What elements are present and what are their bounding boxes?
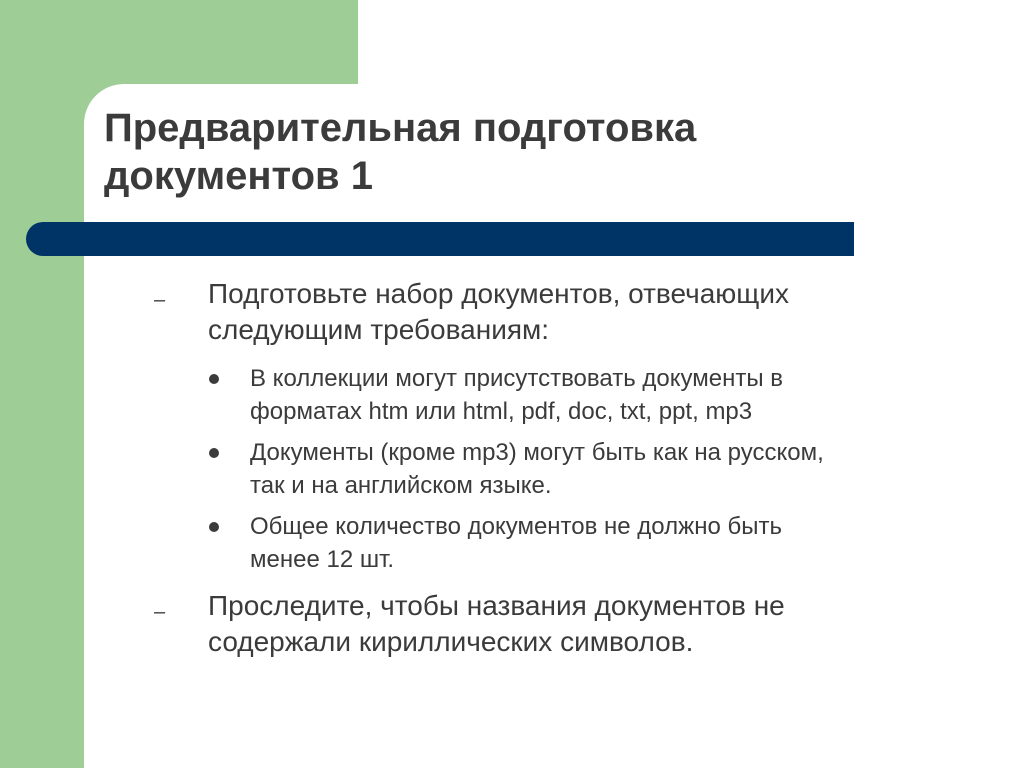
sublist-item-line: форматах htm или html, pdf, doc, txt, ppt, mp3 xyxy=(250,398,753,425)
list-item-line: Подготовьте набор документов, отвечающих xyxy=(208,278,789,309)
round-bullet-icon xyxy=(209,522,219,532)
sublist-item-line: В коллекции могут присутствовать документы в xyxy=(250,365,783,392)
list-item-line: следующим требованиям: xyxy=(208,314,550,345)
list-item-line: Проследите, чтобы названия документов не xyxy=(208,590,785,621)
round-bullet-icon xyxy=(209,374,219,384)
sublist-item-line: так и на английском языке. xyxy=(250,472,552,499)
list-item-text xyxy=(208,588,948,660)
sublist-item-text xyxy=(250,510,950,576)
list-item-line: содержали кириллических символов. xyxy=(208,626,694,657)
slide-title-line-2: документов 1 xyxy=(104,154,374,198)
sublist-item-text xyxy=(250,436,950,502)
round-bullet-icon xyxy=(209,448,219,458)
dash-bullet-icon: – xyxy=(154,289,166,311)
sublist-item-text xyxy=(250,362,950,428)
dash-bullet-icon: – xyxy=(154,601,166,623)
slide-title-line-1: Предварительная подготовка xyxy=(104,106,697,150)
sublist-item-line: менее 12 шт. xyxy=(250,546,395,573)
list-item-text xyxy=(208,276,948,348)
sublist-item-line: Общее количество документов не должно быть xyxy=(250,513,782,540)
sublist-item-line: Документы (кроме mp3) могут быть как на русском, xyxy=(250,439,824,466)
